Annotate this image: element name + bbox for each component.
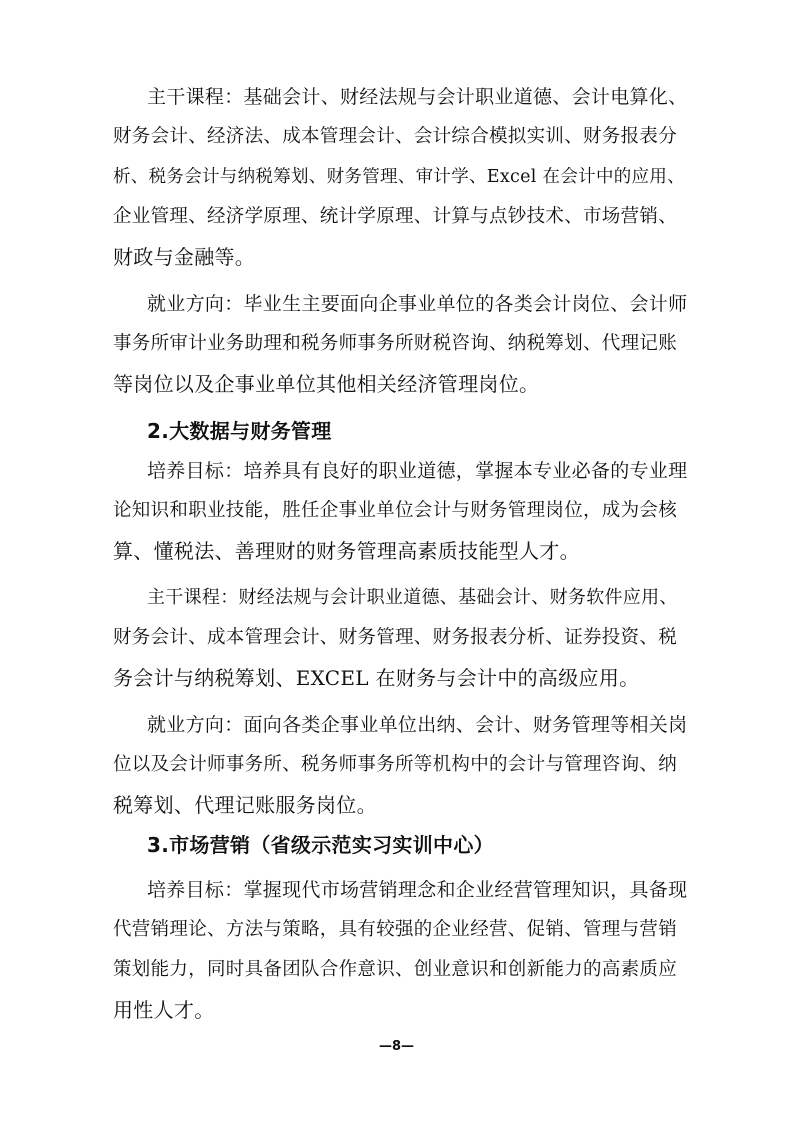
paragraph-line: 财务会计、成本管理会计、财务管理、财务报表分析、证券投资、税 [113, 627, 678, 648]
paragraph-line: 论知识和职业技能，胜任企事业单位会计与财务管理岗位，成为会核 [113, 500, 678, 521]
paragraph-line: 策划能力，同时具备团队合作意识、创业意识和创新能力的高素质应 [113, 959, 678, 980]
paragraph-line: 主干课程：基础会计、财经法规与会计职业道德、会计电算化、 [147, 86, 688, 108]
page-number: —8— [378, 1039, 415, 1054]
paragraph-line: 用性人才。 [113, 998, 215, 1022]
paragraph-line: 位以及会计师事务所、税务师事务所等机构中的会计与管理咨询、纳 [113, 754, 678, 775]
paragraph-line: 代营销理论、方法与策略，具有较强的企业经营、促销、管理与营销 [113, 919, 678, 940]
paragraph-line: 就业方向：面向各类企事业单位出纳、会计、财务管理等相关岗 [147, 714, 688, 736]
paragraph-line: 务会计与纳税筹划、EXCEL 在财务与会计中的高级应用。 [113, 666, 640, 690]
paragraph-line: 事务所审计业务助理和税务师事务所财税咨询、纳税筹划、代理记账 [113, 333, 678, 354]
paragraph-line: 就业方向：毕业生主要面向企事业单位的各类会计岗位、会计师 [147, 293, 688, 315]
paragraph-line: 算、懂税法、善理财的财务管理高素质技能型人才。 [113, 539, 580, 563]
paragraph-line: 财务会计、经济法、成本管理会计、会计综合模拟实训、财务报表分 [113, 126, 678, 147]
paragraph-line: 培养目标：培养具有良好的职业道德，掌握本专业必备的专业理 [147, 460, 688, 482]
paragraph-line: 企业管理、经济学原理、统计学原理、计算与点钞技术、市场营销、 [113, 206, 678, 227]
paragraph-line: 析、税务会计与纳税筹划、财务管理、审计学、Excel 在会计中的应用、 [113, 167, 685, 187]
section-heading: 3.市场营销（省级示范实习实训中心） [147, 833, 494, 857]
section-heading: 2.大数据与财务管理 [147, 419, 332, 443]
paragraph-line: 等岗位以及企事业单位其他相关经济管理岗位。 [113, 372, 540, 396]
paragraph-line: 主干课程：财经法规与会计职业道德、基础会计、财务软件应用、 [147, 587, 678, 608]
paragraph-line: 财政与金融等。 [113, 245, 256, 269]
paragraph-line: 税筹划、代理记账服务岗位。 [113, 793, 377, 817]
paragraph-line: 培养目标：掌握现代市场营销理念和企业经营管理知识，具备现 [147, 879, 688, 901]
